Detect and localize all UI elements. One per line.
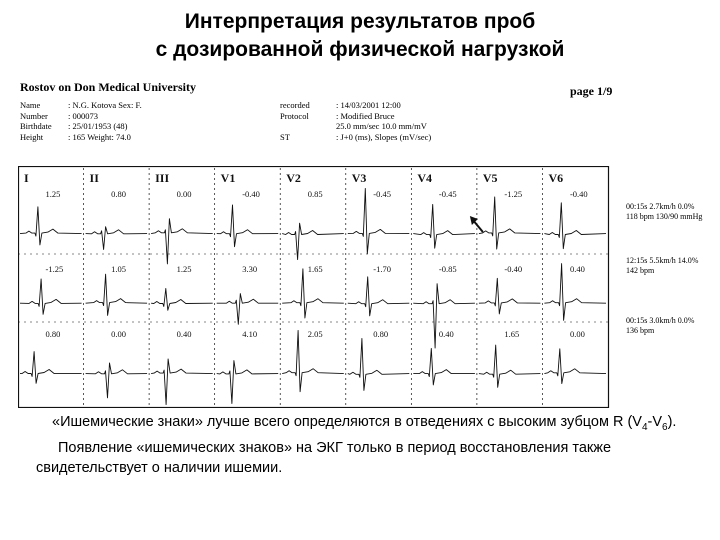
recording-field-key: recorded — [280, 100, 310, 110]
st-value-label: 0.40 — [176, 329, 192, 339]
st-value-label: -0.45 — [373, 189, 392, 199]
patient-field-row — [20, 121, 142, 132]
lead-label: II — [89, 171, 99, 185]
ecg-trace — [151, 289, 213, 311]
stage-info-line: 12:15s 5.5km/h 14.0% — [626, 256, 699, 265]
st-value-label: 0.40 — [569, 264, 585, 274]
institution-name: Rostov on Don Medical University — [20, 80, 196, 94]
st-value-label: 1.65 — [307, 264, 323, 274]
ecg-trace — [86, 363, 148, 398]
stage-info — [626, 256, 698, 276]
recording-field-value: : 14/03/2001 12:00 — [336, 100, 401, 110]
st-value-label: -1.70 — [373, 264, 392, 274]
st-value-label: 1.05 — [111, 264, 126, 274]
st-value-label: 1.65 — [504, 329, 520, 339]
st-value-label: 0.00 — [176, 189, 192, 199]
patient-field-key: Number — [20, 110, 48, 121]
st-value-label: 0.00 — [111, 329, 126, 339]
patient-field-value: : 000073 — [68, 110, 98, 121]
lead-label: V2 — [286, 171, 301, 185]
stage-info-line: 136 bpm — [626, 326, 655, 335]
st-value-label: -0.40 — [504, 264, 523, 274]
st-value-label: 2.05 — [307, 329, 323, 339]
ecg-trace — [544, 203, 606, 249]
lead-label: V5 — [482, 171, 498, 185]
st-value-label: -1.25 — [45, 264, 64, 274]
ecg-trace — [413, 204, 475, 248]
stage-info-line: 00:15s 2.7km/h 0.0% — [626, 202, 695, 211]
lead-label: I — [24, 171, 29, 185]
recording-field-key: ST — [280, 131, 290, 142]
st-value-label: 0.80 — [111, 189, 126, 199]
patient-field-value: : N.G. Kotova Sex: F. — [68, 100, 142, 110]
caption-paragraph-1: «Ишемические знаки» лучше всего определяются в отведениях с высоким зубцом R $(V_4-V_6)$. — [52, 414, 677, 433]
patient-field-key: Name — [20, 100, 41, 110]
recording-field-row — [280, 121, 431, 132]
ecg-trace — [20, 207, 82, 245]
patient-field-key: Birthdate — [20, 121, 52, 131]
st-value-label: 0.85 — [307, 189, 323, 199]
ecg-trace — [282, 330, 344, 391]
ecg-trace — [348, 339, 410, 391]
ecg-trace — [479, 278, 541, 314]
st-value-label: -0.40 — [569, 189, 588, 199]
patient-field-row — [20, 100, 142, 111]
caption-paragraph-2: Появление «ишемических знаков» на ЭКГ только в период восстановления также свидетельствует о наличии ишемии. — [36, 439, 612, 476]
recording-field-value: : Modified Bruce — [336, 110, 395, 121]
stage-info-line: 142 bpm — [626, 266, 655, 275]
st-value-label: -0.40 — [242, 189, 260, 199]
recording-field-value: : J+0 (ms), Slopes (mV/sec) — [336, 131, 432, 142]
recording-field-row — [280, 111, 431, 122]
recording-info — [280, 100, 431, 142]
slide-title — [0, 8, 720, 64]
ecg-trace — [217, 294, 279, 325]
st-value-label: -1.25 — [504, 189, 523, 199]
stage-info-line: 00:15s 3.0km/h 0.0% — [626, 316, 695, 325]
ecg-trace — [151, 359, 213, 405]
st-value-label: -0.85 — [438, 264, 457, 274]
patient-field-row — [20, 132, 142, 143]
ecg-frame — [19, 167, 609, 408]
ecg-trace — [413, 348, 475, 385]
recording-field-value: 25.0 mm/sec 10.0 mm/mV — [336, 121, 427, 131]
st-value-label: 0.00 — [569, 329, 585, 339]
ecg-strip — [18, 166, 630, 408]
patient-field-row — [20, 111, 142, 122]
st-value-label: 1.25 — [45, 189, 61, 199]
ecg-trace — [20, 352, 82, 384]
patient-info — [20, 100, 142, 142]
st-value-label: 3.30 — [242, 264, 258, 274]
ecg-trace — [20, 279, 82, 314]
stage-info — [626, 202, 702, 222]
lead-label: V4 — [417, 171, 433, 185]
lead-label: V6 — [548, 171, 564, 185]
page-number: page 1/9 — [570, 84, 613, 98]
patient-field-value: : 165 Weight: 74.0 — [68, 131, 131, 142]
ecg-trace — [86, 227, 148, 250]
st-value-label: 0.80 — [45, 329, 61, 339]
st-value-label: 0.40 — [438, 329, 454, 339]
patient-field-value: : 25/01/1953 (48) — [68, 121, 128, 131]
ecg-trace — [86, 274, 148, 315]
title-line-1: Интерпретация результатов проб — [184, 10, 536, 33]
stage-info-line: 118 bpm 130/90 mmHg — [626, 212, 703, 221]
st-value-label: 0.80 — [373, 329, 389, 339]
lead-label: V3 — [351, 171, 367, 185]
patient-field-key: Height — [20, 131, 44, 142]
recording-field-row — [280, 100, 431, 111]
ecg-trace — [479, 197, 541, 249]
ecg-trace — [479, 345, 541, 387]
title-line-2: с дозированной физической нагрузкой — [155, 38, 565, 61]
st-value-label: 4.10 — [242, 329, 258, 339]
ecg-report — [18, 78, 703, 408]
recording-field-key: Protocol — [280, 110, 309, 121]
ecg-trace — [282, 269, 344, 318]
ecg-trace — [217, 361, 279, 404]
ecg-trace — [217, 205, 279, 247]
recording-field-row — [280, 132, 431, 143]
ecg-trace — [348, 277, 410, 316]
ecg-trace — [544, 349, 606, 384]
lead-label: III — [155, 171, 170, 185]
st-value-label: 1.25 — [176, 264, 192, 274]
stage-info — [626, 316, 694, 336]
lead-label: V1 — [220, 171, 236, 185]
caption — [36, 412, 696, 478]
ecg-trace — [151, 219, 213, 264]
st-value-label: -0.45 — [438, 189, 457, 199]
